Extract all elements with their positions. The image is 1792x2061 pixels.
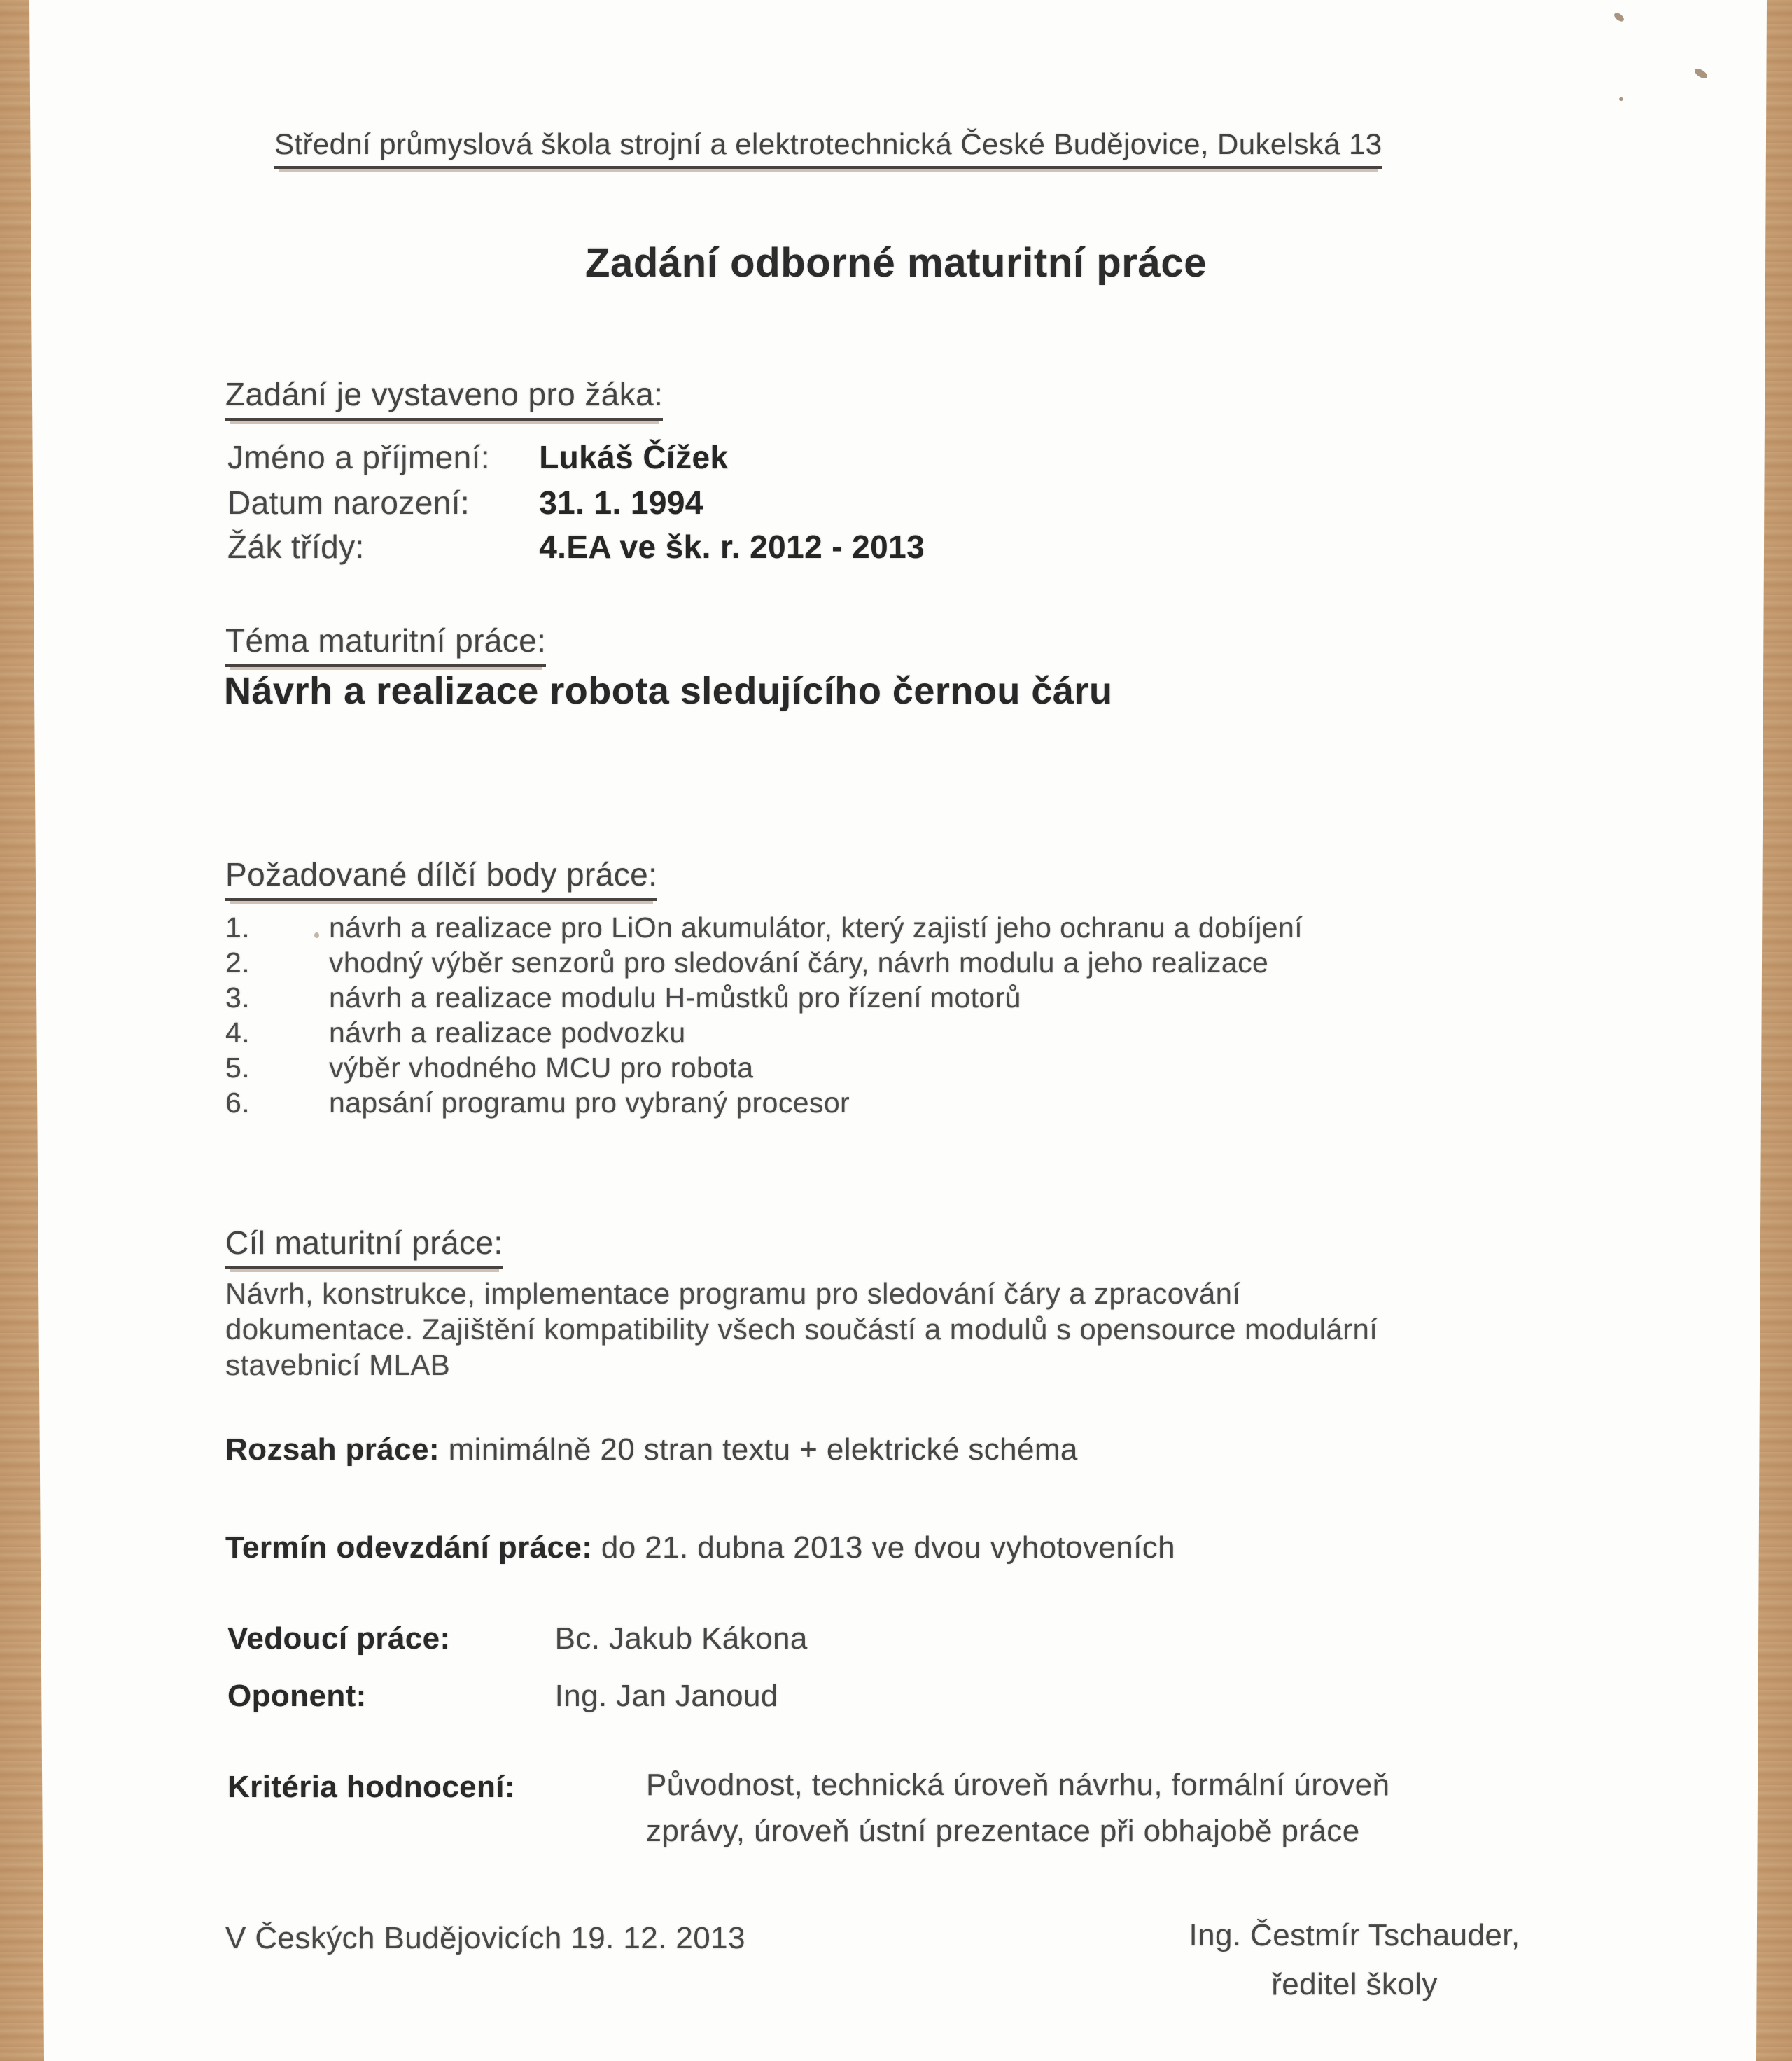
opponent-value: Ing. Jan Janoud: [554, 1679, 778, 1713]
requirement-item-number: 6.: [225, 1087, 250, 1119]
requirements-list: [225, 911, 1303, 1122]
student-class-row: [227, 528, 925, 566]
scope-value: minimálně 20 stran textu + elektrické schéma: [439, 1432, 1078, 1467]
scope-label: Rozsah práce:: [225, 1432, 440, 1467]
requirement-item: [225, 981, 1303, 1016]
document-title: Zadání odborné maturitní práce: [584, 240, 1208, 286]
student-class-value: 4.EA ve šk. r. 2012 - 2013: [539, 529, 925, 565]
requirement-item-number: 4.: [225, 1016, 250, 1049]
deadline-row: [225, 1530, 1175, 1565]
goal-paragraph-line: dokumentace. Zajištění kompatibility všech součástí a modulů s opensource modulární: [225, 1313, 1378, 1346]
student-name-value: Lukáš Čížek: [539, 439, 729, 475]
criteria-value: [646, 1762, 1390, 1854]
goal-section-heading-text: Cíl maturitní práce:: [225, 1224, 503, 1269]
topic-section-heading: [225, 622, 546, 667]
goal-paragraph-line: stavebnicí MLAB: [225, 1348, 451, 1381]
requirement-item: [225, 946, 1303, 981]
place-date: V Českých Budějovicích 19. 12. 2013: [225, 1921, 746, 1955]
student-name-row: [227, 438, 728, 476]
supervisor-row: [227, 1621, 808, 1656]
requirement-item-number: 2.: [225, 946, 250, 979]
requirement-item: [225, 1052, 1303, 1087]
criteria-value-line: Původnost, technická úroveň návrhu, formální úroveň: [646, 1768, 1390, 1802]
supervisor-label: Vedoucí práce:: [227, 1621, 451, 1656]
requirement-item: [225, 1087, 1303, 1122]
student-birthdate-row: [227, 484, 704, 522]
opponent-row: [227, 1679, 778, 1714]
deadline-value: do 21. dubna 2013 ve dvou vyhotoveních: [592, 1530, 1175, 1565]
signer-role: ředitel školy: [1271, 1967, 1438, 2001]
signer-name: Ing. Čestmír Tschauder,: [1189, 1918, 1520, 1952]
signature-block: [1152, 1918, 1558, 2002]
requirement-item-number: 5.: [225, 1052, 250, 1084]
requirement-item-text: napsání programu pro vybraný procesor: [329, 1087, 850, 1119]
goal-paragraph-line: Návrh, konstrukce, implementace programu pro sledování čáry a zpracování: [225, 1277, 1241, 1310]
requirement-item-text: návrh a realizace podvozku: [329, 1016, 686, 1049]
scan-speck: [1619, 97, 1623, 101]
goal-section-heading: [225, 1224, 503, 1269]
criteria-label: Kritéria hodnocení:: [227, 1770, 515, 1804]
opponent-label: Oponent:: [227, 1679, 367, 1713]
student-section-heading: [225, 375, 663, 421]
requirement-item-number: 1.: [225, 911, 250, 944]
student-birthdate-label: Datum narození:: [227, 484, 470, 521]
student-birthdate-value: 31. 1. 1994: [539, 484, 704, 521]
school-name-header: [274, 127, 1382, 169]
criteria-value-line: zprávy, úroveň ústní prezentace při obhajobě práce: [646, 1814, 1360, 1848]
supervisor-value: Bc. Jakub Kákona: [554, 1621, 808, 1656]
requirement-item-text: vhodný výběr senzorů pro sledování čáry, návrh modulu a jeho realizace: [329, 946, 1269, 979]
student-name-label: Jméno a příjmení:: [227, 439, 490, 475]
requirement-item-text: návrh a realizace pro LiOn akumulátor, který zajistí jeho ochranu a dobíjení: [329, 911, 1303, 944]
thesis-topic-title: Návrh a realizace robota sledujícího černou čáru: [224, 670, 1113, 712]
requirement-item-text: návrh a realizace modulu H-můstků pro řízení motorů: [329, 981, 1021, 1014]
student-section-heading-text: Zadání je vystaveno pro žáka:: [225, 375, 663, 421]
requirement-item: [225, 1016, 1303, 1052]
requirements-section-heading-text: Požadované dílčí body práce:: [225, 855, 657, 901]
scope-row: [225, 1432, 1078, 1467]
requirements-section-heading: [225, 855, 657, 901]
criteria-row: [227, 1770, 1390, 1854]
goal-paragraph: [225, 1276, 1378, 1383]
requirement-item-text: výběr vhodného MCU pro robota: [329, 1052, 754, 1084]
requirement-item: [225, 911, 1303, 946]
topic-section-heading-text: Téma maturitní práce:: [225, 622, 546, 667]
student-class-label: Žák třídy:: [227, 529, 365, 565]
requirement-item-number: 3.: [225, 981, 250, 1014]
deadline-label: Termín odevzdání práce:: [225, 1530, 593, 1565]
school-name-text: Střední průmyslová škola strojní a elektrotechnická České Budějovice, Dukelská 13: [274, 127, 1382, 169]
